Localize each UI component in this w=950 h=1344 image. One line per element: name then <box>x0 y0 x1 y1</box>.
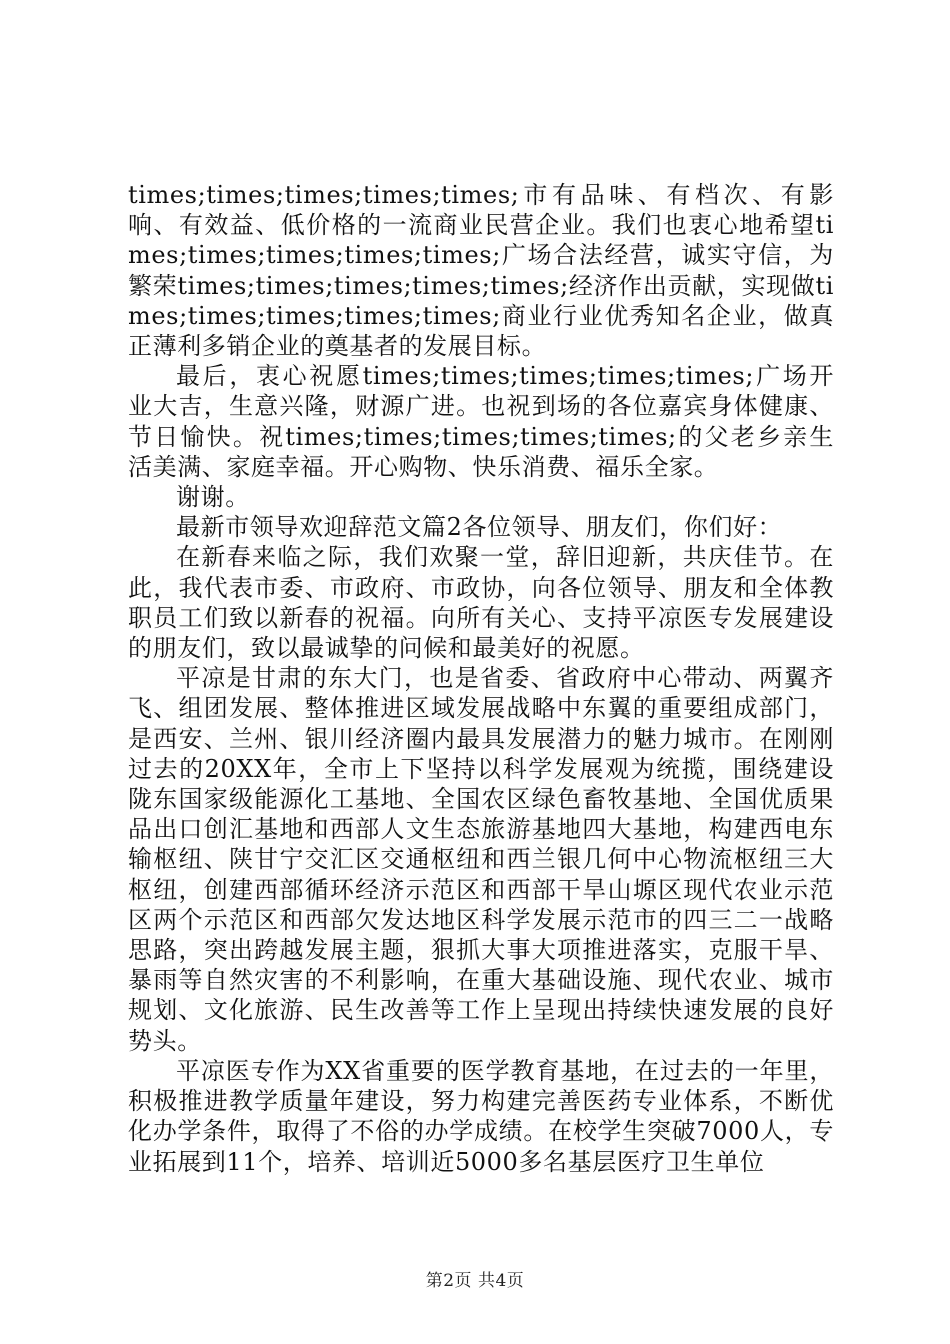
page-footer: 第2页 共4页 <box>425 1271 525 1291</box>
paragraph-section-heading: 最新市领导欢迎辞范文篇2各位领导、朋友们，你们好： <box>176 513 783 542</box>
document-body <box>128 180 834 1177</box>
paragraph-closing-wishes: 最后，衷心祝愿times;times;times;times;times;广场开业大吉，生意兴隆，财源广进。也祝到场的各位嘉宾身体健康、节日愉快。祝times;times;times;times;times;的父老乡亲生活美满、家庭幸福。开心购物、快乐消费、福乐全家。 <box>128 362 834 481</box>
paragraph-new-year-greeting: 在新春来临之际，我们欢聚一堂，辞旧迎新，共庆佳节。在此，我代表市委、市政府、市政协，向各位领导、朋友和全体教职员工们致以新春的祝福。向所有关心、支持平凉医专发展建设的朋友们，致以最诚挚的问候和最美好的祝愿。 <box>128 543 834 663</box>
paragraph-pingliang-development: 平凉是甘肃的东大门，也是省委、省政府中心带动、两翼齐飞、组团发展、整体推进区域发展战略中东翼的重要组成部门，是西安、兰州、银川经济圈内最具发展潜力的魅力城市。在刚刚过去的20XX年，全市上下坚持以科学发展观为统揽，围绕建设陇东国家级能源化工基地、全国农区绿色畜牧基地、全国优质果品出口创汇基地和西部人文生态旅游基地四大基地，构建西电东输枢纽、陕甘宁交汇区交通枢纽和西兰银几何中心物流枢纽三大枢纽，创建西部循环经济示范区和西部干旱山塬区现代农业示范区两个示范区和西部欠发达地区科学发展示范市的四三二一战略思路，突出跨越发展主题，狠抓大事大项推进落实，克服干旱、暴雨等自然灾害的不利影响，在重大基础设施、现代农业、城市规划、文化旅游、民生改善等工作上呈现出持续快速发展的良好势头。 <box>128 664 834 1055</box>
paragraph-medical-college: 平凉医专作为XX省重要的医学教育基地，在过去的一年里，积极推进教学质量年建设，努力构建完善医药专业体系，不断优化办学条件，取得了不俗的办学成绩。在校学生突破7000人，专业拓展到11个，培养、培训近5000多名基层医疗卫生单位 <box>128 1056 834 1176</box>
paragraph-continuation: times;times;times;times;times;市有品味、有档次、有影响、有效益、低价格的一流商业民营企业。我们也衷心地希望times;times;times;times;times;广场合法经营，诚实守信，为繁荣times;times;times;times;times;经济作出贡献，实现做times;times;times;times;times;商业行业优秀知名企业，做真正薄利多销企业的奠基者的发展目标。 <box>128 181 834 361</box>
paragraph-thanks: 谢谢。 <box>176 483 250 512</box>
